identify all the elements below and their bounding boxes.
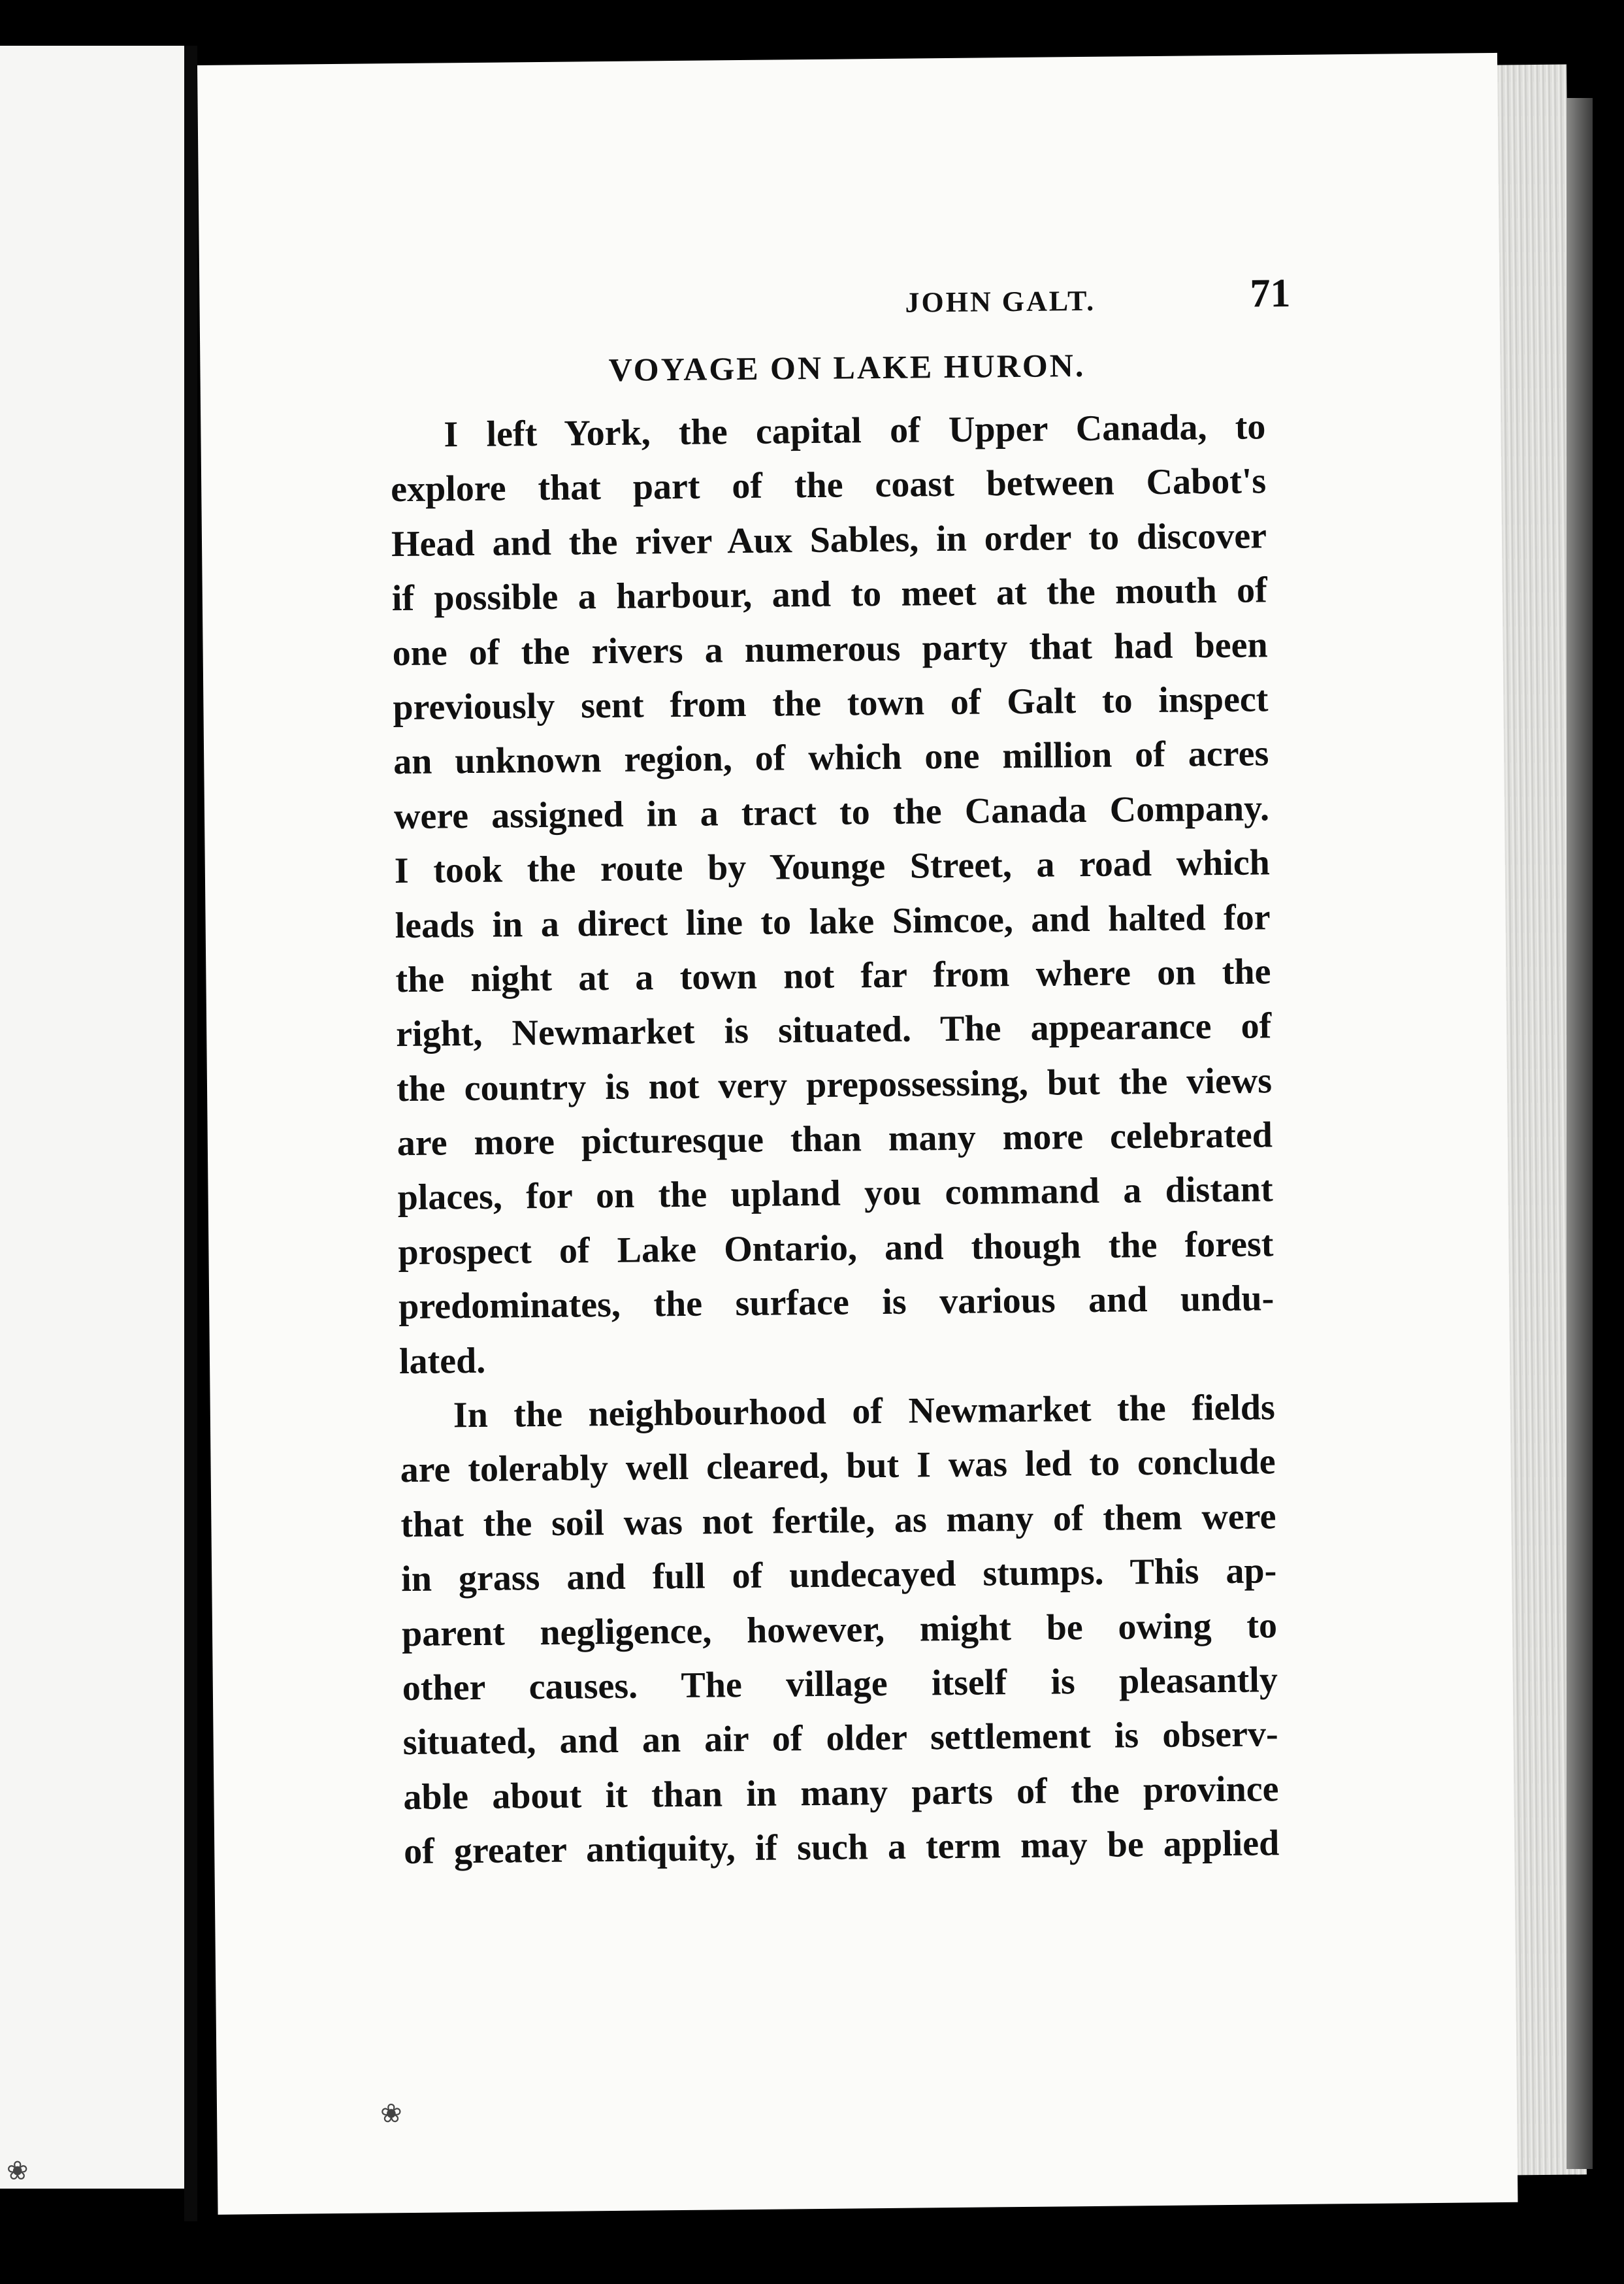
text-line: parent negligence, however, might be owing to [401, 1605, 1278, 1654]
body-text [390, 400, 1280, 1879]
text-line: right, Newmarket is situated. The appearance of [395, 1005, 1272, 1055]
text-line: are tolerably well cleared, but I was led to conclude [400, 1441, 1276, 1491]
book-gutter [184, 46, 197, 2221]
text-line: able about it than in many parts of the province [403, 1768, 1279, 1818]
text-line: I took the route by Younge Street, a road which [394, 842, 1271, 892]
text-line: prospect of Lake Ontario, and though the forest [398, 1224, 1274, 1273]
text-line: of greater antiquity, if such a term may be applied [403, 1823, 1280, 1872]
facing-page-edge [0, 46, 184, 2189]
page-number: 71 [1250, 270, 1291, 316]
text-line: the night at a town not far from where on the [395, 951, 1271, 1001]
text-line: were assigned in a tract to the Canada Company. [393, 788, 1270, 837]
text-line: predominates, the surface is various and undu- [398, 1278, 1275, 1328]
text-line: situated, and an air of older settlement is observ- [402, 1714, 1278, 1763]
text-line: previously sent from the town of Galt to inspect [393, 679, 1269, 728]
book-page [197, 53, 1518, 2215]
text-line: other causes. The village itself is pleasantly [402, 1659, 1278, 1709]
text-line: leads in a direct line to lake Simcoe, and halted for [395, 896, 1271, 946]
text-line: the country is not very prepossessing, but the views [396, 1060, 1273, 1109]
text-line: that the soil was not fertile, as many of them were [400, 1496, 1276, 1545]
page-smudge-mark: ❀ [7, 2156, 29, 2186]
text-line: explore that part of the coast between Cabot's [390, 461, 1267, 510]
text-line: are more picturesque than many more celebrated [397, 1115, 1273, 1164]
text-line: I left York, the capital of Upper Canada, to [444, 406, 1266, 455]
text-line: one of the rivers a numerous party that had been [392, 624, 1268, 674]
running-head [389, 270, 1304, 325]
text-line: in grass and full of undecayed stumps. This ap- [400, 1550, 1277, 1600]
text-line: an unknown region, of which one million of acres [393, 733, 1269, 783]
fore-edge-shadow [1567, 98, 1593, 2169]
text-line: In the neighbourhood of Newmarket the fields [453, 1387, 1276, 1436]
text-line: if possible a harbour, and to meet at the mouth of [391, 570, 1268, 619]
running-title: JOHN GALT. [905, 284, 1096, 319]
chapter-title: VOYAGE ON LAKE HURON. [608, 346, 1086, 388]
text-line: lated. [398, 1340, 486, 1382]
text-line: Head and the river Aux Sables, in order to discover [391, 515, 1267, 564]
text-line: places, for on the upland you command a distant [397, 1169, 1273, 1218]
page-smudge-mark: ❀ [380, 2098, 402, 2129]
